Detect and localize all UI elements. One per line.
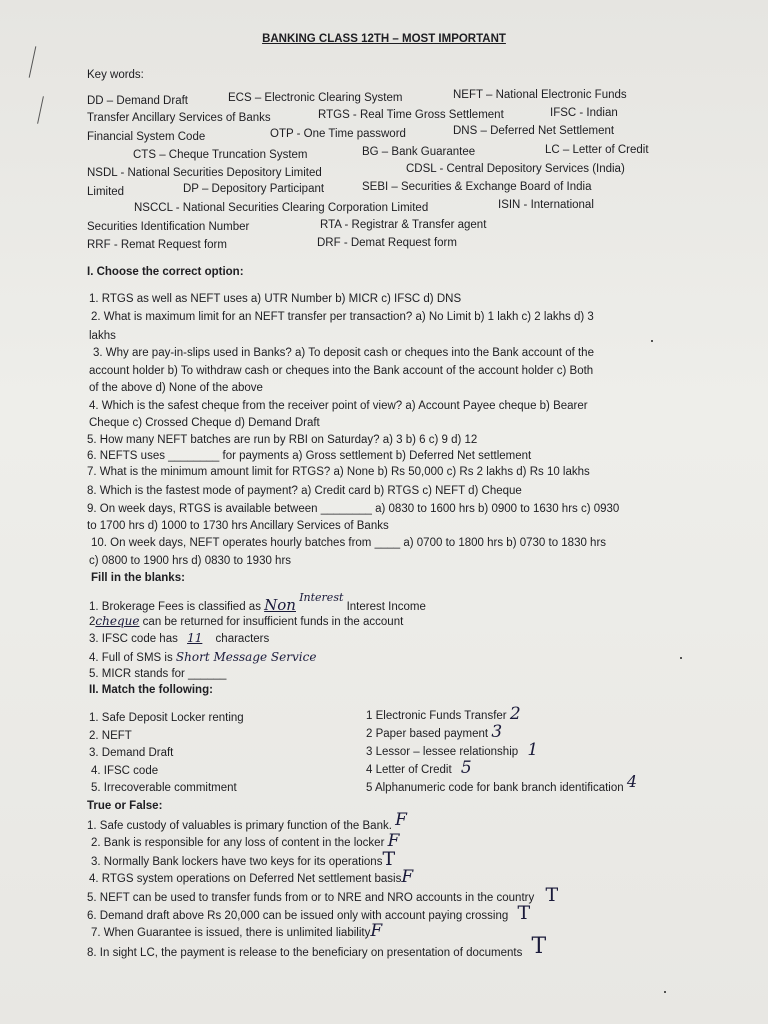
question-line: 10. On week days, NEFT operates hourly batches from ____ a) 0700 to 1800 hrs b) 0730 to 1830 hrs: [91, 537, 607, 549]
fill-line: [89, 614, 403, 629]
tf-line: [91, 848, 396, 870]
tf-text: 2. Bank is responsible for any loss of content in the locker: [91, 837, 385, 849]
question-line: to 1700 hrs d) 1000 to 1730 hrs Ancillary Services of Banks: [87, 520, 389, 532]
match-left-item: 2. NEFT: [89, 730, 132, 742]
match-left-item: 1. Safe Deposit Locker renting: [89, 712, 244, 724]
handwritten-answer: 3: [491, 722, 503, 742]
match-left-item: 4. IFSC code: [91, 765, 159, 777]
keyword: DD – Demand Draft: [87, 95, 188, 107]
tf-line: [87, 884, 559, 906]
speck: [651, 340, 653, 342]
handwritten-answer: F: [387, 831, 400, 851]
fill-text: can be returned for insufficient funds in the account: [142, 616, 404, 628]
match-right-item: [366, 772, 638, 795]
tf-line: [89, 867, 414, 887]
question-line: 1. RTGS as well as NEFT uses a) UTR Number b) MICR c) IFSC d) DNS: [89, 293, 462, 305]
question-line: account holder b) To withdraw cash or cheques into the Bank account of the account holder c) Both: [89, 365, 594, 377]
match-right-item: [366, 704, 521, 724]
match-left-item: 5. Irrecoverable commitment: [91, 782, 237, 794]
handwritten-answer: 5: [460, 758, 472, 778]
handwritten-answer: T: [545, 884, 559, 906]
match-right-item: [366, 758, 472, 778]
keyword: IFSC - Indian: [550, 107, 618, 119]
tf-line: [87, 934, 547, 960]
keyword: DRF - Demat Request form: [317, 237, 457, 249]
tf-line: [91, 921, 383, 941]
tf-line: [87, 902, 531, 924]
question-line: 8. Which is the fastest mode of payment? a) Credit card b) RTGS c) NEFT d) Cheque: [87, 485, 522, 497]
fill-text: characters: [215, 633, 270, 645]
match-right-item: [366, 722, 503, 742]
tf-line: [87, 810, 407, 833]
handwritten-answer: cheque: [95, 614, 140, 628]
handwritten-answer: Interest: [299, 591, 344, 604]
keyword: DNS – Deferred Net Settlement: [453, 125, 615, 137]
fill-text: 1. Brokerage Fees is classified as: [89, 601, 261, 613]
keyword: Limited: [87, 186, 125, 198]
question-line: c) 0800 to 1900 hrs d) 0830 to 1930 hrs: [89, 555, 292, 567]
tf-text: 6. Demand draft above Rs 20,000 can be issued only with account paying crossing: [87, 910, 509, 922]
speck: [680, 657, 682, 659]
keyword: ECS – Electronic Clearing System: [228, 92, 403, 104]
fill-line: [89, 591, 426, 614]
question-line: 4. Which is the safest cheque from the receiver point of view? a) Account Payee cheque b) Bearer: [89, 400, 588, 412]
question-line: 6. NEFTS uses ________ for payments a) Gross settlement b) Deferred Net settlement: [87, 450, 532, 462]
keyword: CTS – Cheque Truncation System: [133, 149, 308, 161]
question-line: 7. What is the minimum amount limit for RTGS? a) None b) Rs 50,000 c) Rs 2 lakhs d) Rs 10 lakhs: [87, 466, 590, 478]
keyword: Transfer Ancillary Services of Banks: [87, 112, 271, 124]
handwritten-answer: T: [531, 934, 547, 959]
question-line: Cheque c) Crossed Cheque d) Demand Draft: [89, 417, 320, 429]
keyword: NSDL - National Securities Depository Limited: [87, 167, 322, 179]
handwritten-answer: 1: [527, 740, 539, 760]
fill-text: Interest Income: [346, 601, 426, 613]
question-line: lakhs: [89, 330, 116, 342]
match-left-item: 3. Demand Draft: [89, 747, 174, 759]
section-heading: II. Match the following:: [89, 684, 213, 696]
question-line: 2. What is maximum limit for an NEFT transfer per transaction? a) No Limit b) 1 lakh c) 2 lakhs d) 3: [91, 311, 594, 323]
handwritten-answer: T: [517, 902, 531, 924]
keyword: RRF - Remat Request form: [87, 239, 227, 251]
tf-line: [91, 831, 400, 851]
section-heading: True or False:: [87, 800, 163, 812]
keyword: OTP - One Time password: [270, 128, 406, 140]
keyword: BG – Bank Guarantee: [362, 146, 476, 158]
match-right-item: [366, 740, 539, 760]
question-line: of the above d) None of the above: [89, 382, 263, 394]
match-right-text: 5 Alphanumeric code for bank branch identification: [366, 782, 624, 794]
keyword: LC – Letter of Credit: [545, 144, 649, 156]
keyword: SEBI – Securities & Exchange Board of India: [362, 181, 592, 193]
question-line: 9. On week days, RTGS is available between ________ a) 0830 to 1600 hrs b) 0900 to 1630 hrs c) 0930: [87, 503, 620, 515]
question-line: 5. How many NEFT batches are run by RBI on Saturday? a) 3 b) 6 c) 9 d) 12: [87, 434, 478, 446]
handwritten-answer: 4: [626, 772, 638, 791]
page-title: BANKING CLASS 12TH – MOST IMPORTANT: [262, 33, 506, 45]
handwritten-answer: F: [370, 921, 383, 941]
handwritten-answer: T: [382, 848, 396, 870]
keyword: CDSL - Central Depository Services (India): [406, 163, 625, 175]
section-heading: Fill in the blanks:: [91, 572, 185, 584]
keyword: ISIN - International: [498, 199, 594, 211]
margin-mark: [37, 96, 44, 124]
tf-text: 8. In sight LC, the payment is release to the beneficiary on presentation of documents: [87, 947, 523, 959]
fill-text: 2: [89, 616, 96, 628]
keyword: DP – Depository Participant: [183, 183, 325, 195]
match-right-text: 3 Lessor – lessee relationship: [366, 746, 519, 758]
keyword: NEFT – National Electronic Funds: [453, 89, 627, 101]
margin-mark: [29, 46, 37, 78]
handwritten-answer: Non: [264, 596, 296, 614]
handwritten-answer: F: [395, 810, 407, 830]
tf-text: 7. When Guarantee is issued, there is unlimited liability: [91, 927, 371, 939]
tf-text: 5. NEFT can be used to transfer funds from or to NRE and NRO accounts in the country: [87, 892, 535, 904]
fill-text: 4. Full of SMS is: [89, 652, 173, 664]
question-line: 3. Why are pay-in-slips used in Banks? a) To deposit cash or cheques into the Bank account of the: [93, 347, 594, 359]
fill-line: 5. MICR stands for ______: [89, 668, 227, 680]
handwritten-answer: 2: [509, 704, 521, 724]
section-heading: I. Choose the correct option:: [87, 266, 244, 278]
match-right-text: 2 Paper based payment: [366, 728, 489, 740]
tf-text: 1. Safe custody of valuables is primary function of the Bank.: [87, 820, 392, 832]
keyword: RTGS - Real Time Gross Settlement: [318, 109, 504, 121]
tf-text: 4. RTGS system operations on Deferred Net settlement basis: [89, 873, 402, 885]
keywords-heading: Key words:: [87, 69, 144, 81]
handwritten-answer: Short Message Service: [175, 650, 317, 664]
keyword: Financial System Code: [87, 131, 206, 143]
keyword: RTA - Registrar & Transfer agent: [320, 219, 487, 231]
fill-line: [89, 650, 316, 665]
fill-line: [89, 631, 269, 646]
match-right-text: 4 Letter of Credit: [366, 764, 452, 776]
handwritten-answer: F: [401, 867, 414, 887]
match-right-text: 1 Electronic Funds Transfer: [366, 710, 507, 722]
tf-text: 3. Normally Bank lockers have two keys for its operations: [91, 856, 383, 868]
handwritten-answer: 11: [187, 631, 203, 645]
fill-text: 3. IFSC code has: [89, 633, 178, 645]
speck: [664, 991, 666, 993]
keyword: NSCCL - National Securities Clearing Corporation Limited: [134, 202, 429, 214]
keyword: Securities Identification Number: [87, 221, 250, 233]
